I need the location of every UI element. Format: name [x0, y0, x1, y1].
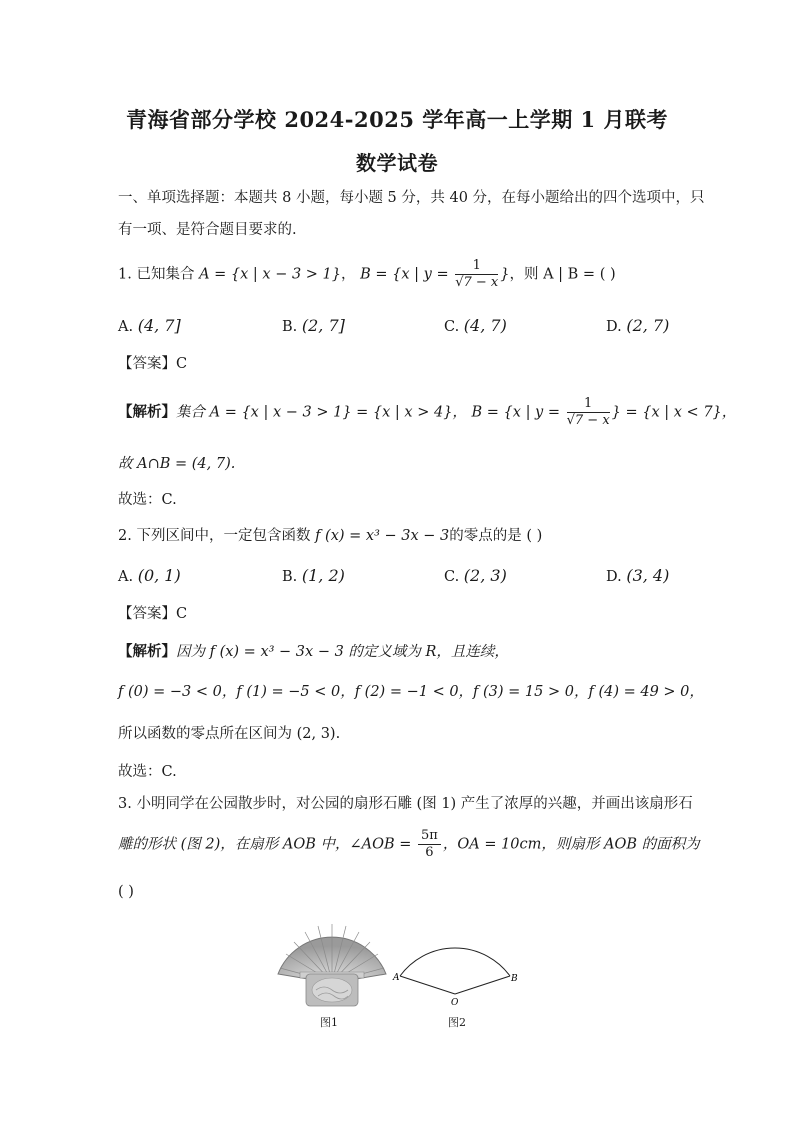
q2-stem-a: 2. 下列区间中，一定包含函数 — [118, 528, 311, 544]
option-letter: A. — [118, 569, 134, 585]
option-letter: B. — [282, 319, 298, 335]
page-subtitle: 数学试卷 — [356, 151, 438, 175]
q2-answer: 【答案】C — [118, 606, 188, 622]
q1-set-a: A = {x | x − 3 > 1} — [199, 266, 341, 283]
option-value: (2, 7) — [626, 316, 670, 335]
q1-tail: ，则 A | B = ( ) — [509, 266, 616, 283]
q3-line2 — [118, 828, 700, 861]
option-letter: C. — [444, 319, 460, 335]
q3-line2-b: ，OA = 10cm，则扇形 AOB 的面积为 — [442, 836, 700, 853]
q1-analysis-b: B = {x | y = — [471, 404, 561, 421]
option-value: (2, 7] — [301, 316, 345, 335]
q1-option-a — [118, 316, 181, 335]
option-letter: A. — [118, 319, 134, 335]
q2-conclusion: 故选：C. — [118, 764, 177, 780]
option-value: (3, 4) — [626, 566, 670, 585]
option-value: (1, 2) — [301, 566, 345, 585]
q2-option-d — [606, 566, 669, 585]
q1-mid: ， — [341, 266, 356, 283]
figure-1-fan-sculpture — [272, 916, 392, 1008]
q3-line3: ( ) — [118, 884, 134, 900]
option-value: (4, 7] — [137, 316, 181, 335]
q1-fraction — [455, 258, 498, 291]
option-value: (4, 7) — [463, 316, 507, 335]
angle-num: 5π — [418, 828, 441, 845]
q2-analysis-text: 因为 f (x) = x³ − 3x − 3 的定义域为 R，且连续， — [176, 644, 509, 660]
q1-answer: 【答案】C — [118, 356, 188, 372]
figure-1-caption: 图1 — [320, 1016, 338, 1029]
q1-option-d — [606, 316, 669, 335]
section-instructions-line1: 一、单项选择题：本题共 8 小题，每小题 5 分，共 40 分，在每小题给出的四个选项中，只 — [118, 190, 705, 206]
q1-conclusion: 故选：C. — [118, 492, 177, 508]
option-letter: D. — [606, 569, 622, 585]
q1-analysis-a: 集合 A = {x | x − 3 > 1} = {x | x > 4}， — [176, 404, 467, 421]
q2-analysis-line1 — [118, 640, 509, 661]
option-letter: C. — [444, 569, 460, 585]
label-o: O — [451, 998, 459, 1008]
page-title: 青海省部分学校 2024-2025 学年高一上学期 1 月联考 — [126, 107, 668, 132]
sector-arc — [400, 948, 510, 976]
q2-analysis-line2: f (0) = −3 < 0，f (1) = −5 < 0，f (2) = −1 < 0，f (3) = 15 > 0，f (4) = 49 > 0， — [118, 684, 704, 700]
frac-num: 1 — [567, 396, 610, 413]
q1-option-c — [444, 316, 507, 335]
option-value: (2, 3) — [463, 566, 507, 585]
q1-analysis-c: } = {x | x < 7}， — [611, 404, 737, 421]
radius-oa — [400, 976, 455, 994]
label-b: B — [511, 974, 518, 984]
q1-set-b-prefix: B = {x | y = — [360, 266, 449, 283]
question-1-stem — [118, 258, 616, 291]
q3-line1: 3. 小明同学在公园散步时，对公园的扇形石雕 (图 1) 产生了浓厚的兴趣，并画出该扇形石 — [118, 796, 693, 812]
q1-option-b — [282, 316, 345, 335]
radius-ob — [455, 976, 510, 994]
q2-func: f (x) = x³ − 3x − 3 — [315, 528, 450, 544]
q1-frac-den: √7 − x — [455, 275, 499, 290]
q3-angle-fraction — [418, 828, 441, 861]
q1-analysis-line1 — [118, 396, 736, 429]
question-2-stem — [118, 524, 542, 545]
q1-set-b-suffix: } — [500, 266, 510, 283]
q1-frac-num: 1 — [455, 258, 498, 275]
angle-den: 6 — [425, 845, 434, 860]
option-letter: B. — [282, 569, 298, 585]
section-instructions-line2: 有一项、是符合题目要求的. — [118, 222, 297, 238]
figure-2-caption: 图2 — [448, 1016, 466, 1029]
analysis-label: 【解析】 — [118, 403, 176, 421]
q1-prefix: 1. 已知集合 — [118, 266, 195, 283]
option-value: (0, 1) — [137, 566, 181, 585]
analysis-label: 【解析】 — [118, 643, 176, 660]
q2-option-a — [118, 566, 181, 585]
q2-stem-b: 的零点的是 ( ) — [449, 528, 543, 544]
label-a: A — [393, 973, 400, 983]
option-letter: D. — [606, 319, 622, 335]
q1-analysis-line2: 故 A∩B = (4, 7). — [118, 456, 236, 472]
q2-analysis-line3: 所以函数的零点所在区间为 (2, 3). — [118, 726, 341, 742]
q2-option-c — [444, 566, 507, 585]
frac-den: √7 − x — [566, 413, 610, 428]
figure-2-sector-diagram — [390, 930, 520, 1008]
q2-option-b — [282, 566, 345, 585]
q1-analysis-fraction — [567, 396, 610, 429]
q3-line2-a: 雕的形状 (图 2)，在扇形 AOB 中，∠AOB = — [118, 836, 412, 853]
